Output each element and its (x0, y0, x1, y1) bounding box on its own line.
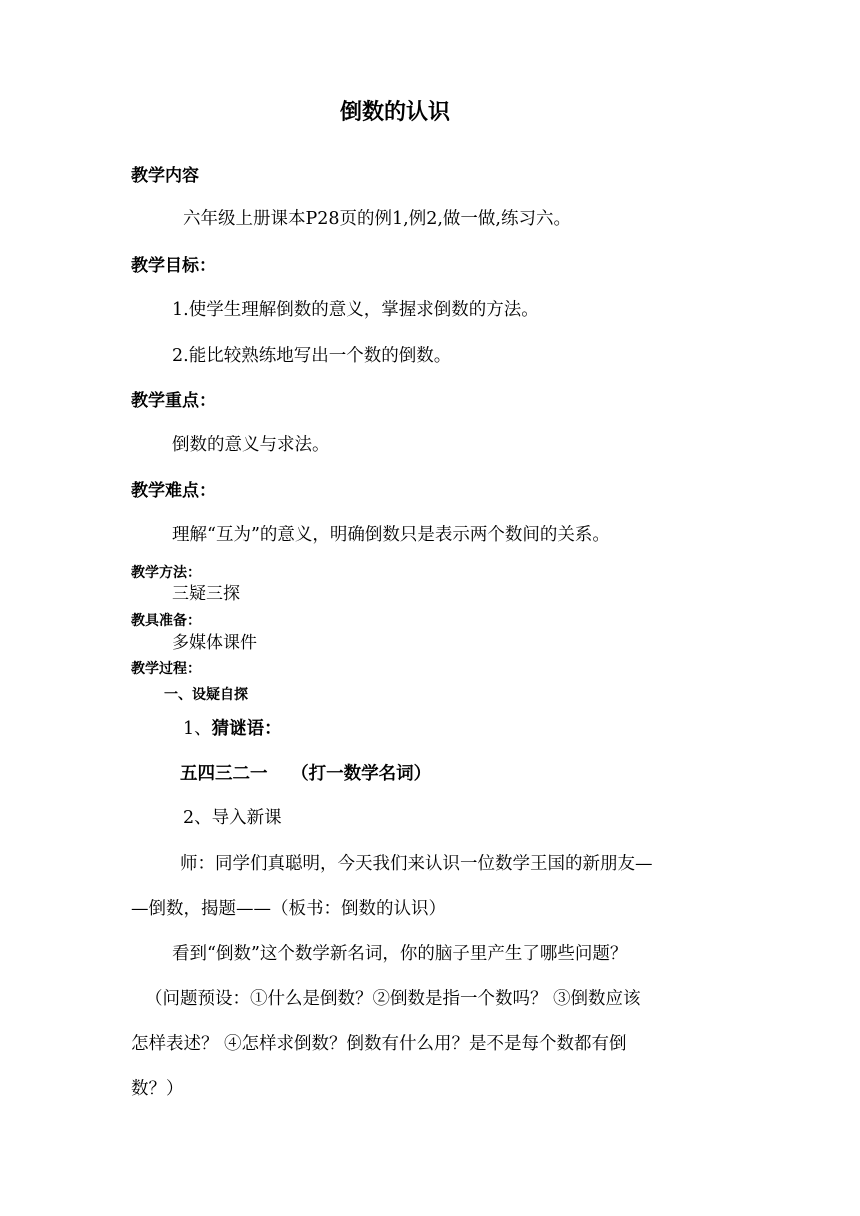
page-title: 倒数的认识 (339, 100, 450, 125)
key-point-heading: 教学重点： (131, 391, 216, 411)
riddle-label-number: 1、 (183, 719, 212, 739)
riddle-label (183, 721, 282, 739)
goals-heading: 教学目标： (131, 256, 216, 276)
step-1-heading: 一、设疑自探 (164, 687, 248, 703)
goal-item-1: 1.使学生理解倒数的意义，掌握求倒数的方法。 (172, 300, 539, 320)
preset-line-2: 怎样表述？ ④怎样求倒数？倒数有什么用？是不是每个数都有倒 (131, 1034, 627, 1054)
teacher-line-1: 师：同学们真聪明，今天我们来认识一位数学王国的新朋友— (180, 854, 653, 874)
intro-label: 2、导入新课 (183, 808, 282, 828)
difficulty-text: 理解“互为”的意义，明确倒数只是表示两个数间的关系。 (172, 525, 610, 545)
riddle-text: 五四三二一 （打一数学名词） (180, 764, 432, 784)
question-line: 看到“倒数”这个数学新名词，你的脑子里产生了哪些问题？ (172, 944, 628, 964)
teacher-line-2: —倒数，揭题——（板书：倒数的认识） (131, 899, 446, 919)
tools-heading: 教具准备： (131, 613, 201, 629)
content-heading: 教学内容 (131, 166, 199, 186)
goal-item-2: 2.能比较熟练地写出一个数的倒数。 (172, 346, 452, 366)
content-text: 六年级上册课本P28页的例1,例2,做一做,练习六。 (183, 209, 571, 229)
riddle-label-text: 猜谜语： (211, 719, 282, 739)
key-point-text: 倒数的意义与求法。 (172, 435, 330, 455)
tools-text: 多媒体课件 (172, 633, 257, 653)
preset-line-1: （问题预设：①什么是倒数？②倒数是指一个数吗？ ③倒数应该 (145, 989, 641, 1009)
process-heading: 教学过程： (131, 661, 201, 677)
method-text: 三疑三探 (172, 584, 240, 604)
method-heading: 教学方法： (131, 565, 201, 581)
preset-line-3: 数？） (131, 1079, 184, 1099)
difficulty-heading: 教学难点： (131, 481, 216, 501)
